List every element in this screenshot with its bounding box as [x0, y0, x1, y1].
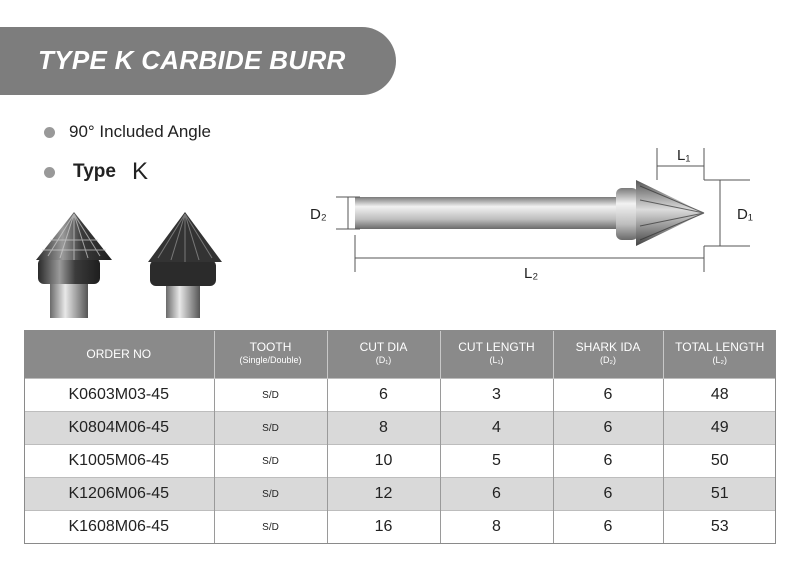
cut-dia-cell: 16	[327, 511, 440, 544]
order-no-cell: K1005M06-45	[24, 445, 214, 478]
l1-label: L₁	[677, 147, 691, 164]
total-length-cell: 48	[663, 379, 776, 412]
total-length-cell: 49	[663, 412, 776, 445]
header-tooth: TOOTH (Single/Double)	[214, 330, 327, 379]
dimension-diagram	[300, 140, 780, 290]
shank-dia-cell: 6	[553, 379, 663, 412]
tooth-cell: S/D	[214, 445, 327, 478]
cut-length-cell: 6	[440, 478, 553, 511]
feature-type	[44, 158, 148, 186]
tooth-cell: S/D	[214, 511, 327, 544]
burr-photos	[28, 206, 228, 318]
shank-dia-cell: 6	[553, 445, 663, 478]
table-row	[24, 478, 776, 511]
bullet-dot-icon	[44, 127, 55, 138]
tooth-cell: S/D	[214, 379, 327, 412]
header-shark-ida: SHARK IDA (D₂)	[553, 330, 663, 379]
burr-drawing	[355, 180, 704, 246]
cut-dia-cell: 8	[327, 412, 440, 445]
cut-dia-cell: 6	[327, 379, 440, 412]
shank-dia-cell: 6	[553, 412, 663, 445]
spec-table	[24, 330, 776, 543]
cut-length-cell: 4	[440, 412, 553, 445]
order-no-cell: K0603M03-45	[24, 379, 214, 412]
cut-length-cell: 5	[440, 445, 553, 478]
bullet-dot-icon	[44, 167, 55, 178]
header-cut-length: CUT LENGTH (L₁)	[440, 330, 553, 379]
table-header-row	[24, 330, 776, 379]
feature-angle-label: 90° Included Angle	[69, 122, 211, 141]
cut-length-cell: 8	[440, 511, 553, 544]
total-length-cell: 53	[663, 511, 776, 544]
table-row	[24, 511, 776, 544]
burr-photo-left	[36, 212, 112, 318]
order-no-cell: K1206M06-45	[24, 478, 214, 511]
order-no-cell: K0804M06-45	[24, 412, 214, 445]
shank-dia-cell: 6	[553, 478, 663, 511]
feature-angle	[44, 122, 211, 142]
tooth-cell: S/D	[214, 412, 327, 445]
feature-type-value: K	[131, 158, 148, 185]
cut-dia-cell: 10	[327, 445, 440, 478]
header-cut-dia: CUT DIA (D₁)	[327, 330, 440, 379]
feature-type-label: Type	[73, 161, 116, 182]
total-length-cell: 50	[663, 445, 776, 478]
table-row	[24, 412, 776, 445]
d1-label: D₁	[737, 206, 753, 223]
table-row	[24, 379, 776, 412]
d2-label: D₂	[310, 206, 327, 223]
cut-length-cell: 3	[440, 379, 553, 412]
header-order-no: ORDER NO	[24, 330, 214, 379]
shank-dia-cell: 6	[553, 511, 663, 544]
table-row	[24, 445, 776, 478]
total-length-cell: 51	[663, 478, 776, 511]
cut-dia-cell: 12	[327, 478, 440, 511]
header-total-length: TOTAL LENGTH (L₂)	[663, 330, 776, 379]
tooth-cell: S/D	[214, 478, 327, 511]
page-title: TYPE K CARBIDE BURR	[38, 45, 346, 75]
order-no-cell: K1608M06-45	[24, 511, 214, 544]
burr-photo-right	[148, 212, 222, 318]
l2-label: L₂	[524, 265, 539, 282]
